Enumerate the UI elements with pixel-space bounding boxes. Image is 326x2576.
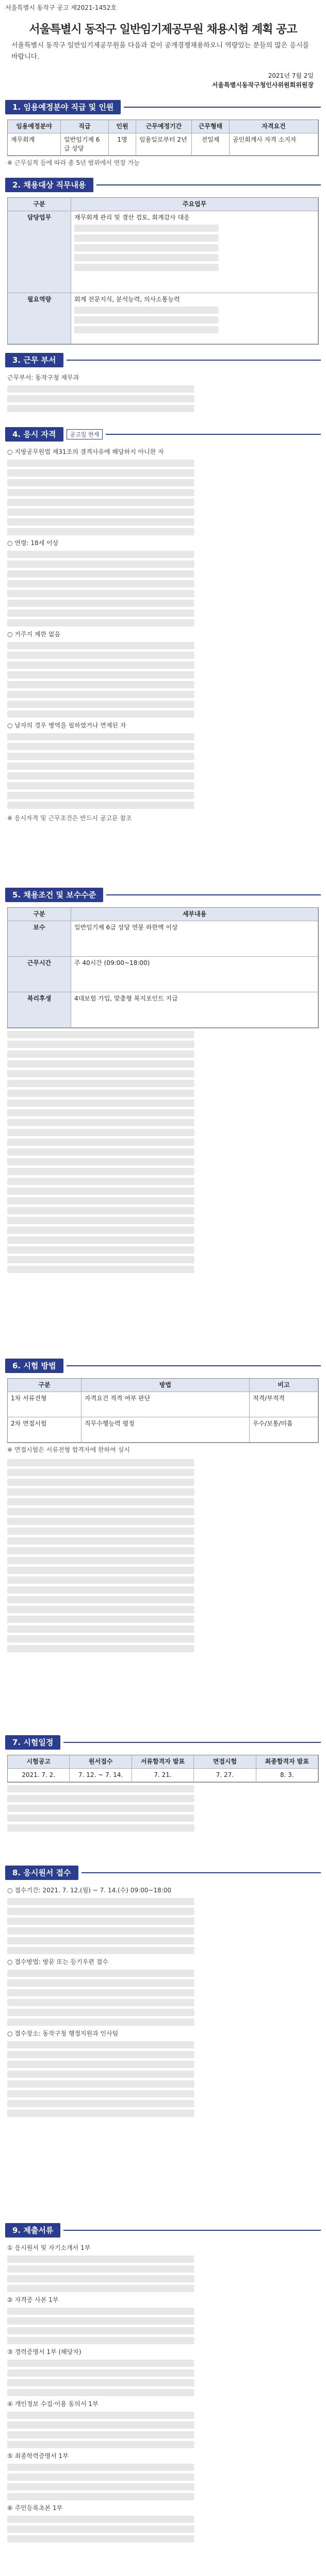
table-header-cell: 근무예정기간 [136, 120, 192, 133]
section-4-header [5, 426, 321, 443]
section-6-body [7, 1378, 319, 1727]
announcement-number: 서울특별시 동작구 공고 제2021-1452호 [5, 4, 117, 11]
list-item: ○ 접수기간: 2021. 7. 12.(월) ~ 7. 14.(수) 09:00~18:00 [7, 1887, 172, 1894]
text-line [7, 2464, 319, 2471]
text-line [7, 1498, 319, 1505]
section-4-title: 4. 응시 자격 [5, 427, 63, 442]
text-line [7, 509, 319, 516]
text-line [7, 1999, 319, 2006]
text-line [7, 1567, 319, 1574]
text-line [7, 609, 319, 617]
text-line [74, 225, 315, 232]
text-line [7, 1119, 319, 1126]
list-item: ○ 지방공무원법 제31조의 결격사유에 해당하지 아니한 자 [7, 448, 164, 455]
text-line [7, 1908, 319, 1915]
table-header-cell: 서류합격자 발표 [132, 1755, 194, 1769]
duty-text: 재무회계 관리 및 결산 검토, 회계감사 대응 [74, 214, 190, 221]
text-line [7, 518, 319, 526]
section-7-header [5, 1734, 321, 1751]
section-1-title: 1. 임용예정분야 직급 및 인원 [5, 100, 121, 114]
text-line [7, 479, 319, 486]
text-line [7, 681, 319, 688]
text-line [7, 1645, 319, 1652]
text-line [7, 782, 319, 789]
text-line [7, 802, 319, 809]
table-row [8, 921, 318, 957]
table-cell: 4대보험 가입, 맞춤형 복지포인트 지급 [71, 992, 318, 1028]
text-line [7, 469, 319, 477]
text-line [7, 590, 319, 597]
text-line [7, 460, 319, 467]
text-line [7, 2369, 319, 2377]
list-item: ○ 접수장소: 동작구청 행정지원과 인사팀 [7, 2030, 119, 2037]
page-title: 서울특별시 동작구 일반임기제공무원 채용시험 계획 공고 [29, 23, 297, 36]
text-line [7, 1557, 319, 1564]
section-divider [63, 1742, 321, 1743]
text-line [7, 2421, 319, 2429]
text-line [7, 792, 319, 799]
text-line [7, 772, 319, 779]
table-cell: 7. 27. [194, 1769, 256, 1782]
conditions-detail [7, 1031, 319, 1350]
section-divider [106, 434, 321, 435]
table-header-cell: 원서접수 [70, 1755, 132, 1769]
text-line [74, 316, 315, 324]
text-line [7, 1158, 319, 1165]
text-line [7, 1256, 319, 1263]
text-line [7, 600, 319, 607]
table-cell: 직무수행능력 평정 [82, 1417, 250, 1443]
text-line [7, 1635, 319, 1642]
list-item: ⑤ 최종학력증명서 1부 [7, 2452, 69, 2460]
text-line [7, 1109, 319, 1116]
table-row [8, 992, 318, 1028]
text-line [7, 1469, 319, 1476]
text-line [7, 652, 319, 659]
text-line [7, 2412, 319, 2419]
text-line [7, 1815, 319, 1822]
text-line [7, 1099, 319, 1107]
list-item-text: 지방공무원법 제31조의 결격사유에 해당하지 아니한 자 [14, 448, 164, 455]
text-line [7, 2431, 319, 2438]
reference-date-tag: 공고일 현재 [67, 429, 103, 439]
table-header-row [8, 120, 318, 133]
text-line [74, 264, 315, 271]
table-cell: 주 40시간 (09:00~18:00) [71, 957, 318, 992]
section-divider [96, 184, 321, 185]
text-line [7, 1577, 319, 1584]
text-line [7, 762, 319, 770]
list-item-text: 연령: 18세 이상 [14, 539, 59, 547]
text-line [7, 1070, 319, 1077]
section-divider [67, 1365, 321, 1366]
text-line [7, 1060, 319, 1067]
table-header-cell: 비고 [250, 1379, 318, 1392]
text-line [7, 1168, 319, 1175]
list-item: ② 자격증 사본 1부 [7, 2296, 59, 2303]
text-line [7, 528, 319, 535]
text-line [7, 710, 319, 718]
table-header-cell: 근무형태 [192, 120, 230, 133]
section-4-body [7, 447, 319, 879]
text-line [7, 2441, 319, 2448]
table-cell: 자격요건 적격 여부 판단 [82, 1392, 250, 1417]
list-item-text: 남자의 경우 병역을 필하였거나 면제된 자 [14, 722, 126, 729]
section-2-header [5, 177, 321, 193]
text-line [74, 307, 315, 314]
text-line [7, 1918, 319, 1925]
list-item-text: 거주지 제한 없음 [14, 631, 61, 638]
text-line [7, 2360, 319, 2367]
list-item-text: 자격증 사본 1부 [14, 2296, 59, 2303]
text-line [7, 2256, 319, 2263]
list-item: ○ 접수방법: 방문 또는 등기우편 접수 [7, 1958, 108, 1965]
text-line [7, 1050, 319, 1058]
section-7-body [7, 1755, 319, 1857]
table-cell: 1명 [109, 133, 136, 156]
text-line [7, 743, 319, 750]
text-line [7, 2110, 319, 2117]
table-header-cell: 면접시험 [194, 1755, 256, 1769]
text-line [7, 1805, 319, 1812]
table-cell: 공인회계사 자격 소지자 [230, 133, 318, 156]
note-text: ※ 근무실적 등에 따라 총 5년 범위에서 연장 가능 [7, 159, 140, 166]
table-cell: 1차 서류전형 [8, 1392, 82, 1417]
text-line [7, 2100, 319, 2107]
text-line [7, 1197, 319, 1205]
date-block [0, 71, 326, 92]
text-line [7, 2051, 319, 2058]
section-divider [82, 1872, 321, 1873]
table-cell: 7. 12. ~ 7. 14. [70, 1769, 132, 1782]
table-cell: 근무시간 [8, 957, 71, 992]
section-9-body [7, 2243, 319, 2576]
section-9-header [5, 2222, 321, 2239]
table-cell: 8. 3. [256, 1769, 318, 1782]
text-line [7, 2526, 319, 2533]
text-line [7, 642, 319, 649]
text-line [7, 1090, 319, 1097]
section-6-header [5, 1358, 321, 1374]
table-header-row [8, 908, 318, 921]
text-line [7, 1547, 319, 1554]
text-line [7, 1139, 319, 1146]
text-line [7, 2308, 319, 2315]
text-line [7, 1625, 319, 1633]
text-line [7, 2516, 319, 2523]
list-item-text: 접수방법: 방문 또는 등기우편 접수 [14, 1958, 108, 1965]
text-line [7, 580, 319, 587]
table-cell: 일반임기제 6급 상당 연봉 하한액 이상 [71, 921, 318, 957]
text-line [7, 1518, 319, 1525]
list-item: ③ 경력증명서 1부 (해당자) [7, 2348, 82, 2355]
section-5-body [7, 907, 319, 1350]
table-header-cell: 직급 [61, 120, 109, 133]
table-cell [71, 211, 318, 293]
text-line [7, 2285, 319, 2292]
table-header-cell: 구분 [8, 198, 71, 211]
table-header-row [8, 1379, 318, 1392]
table-header-cell: 최종합격자 발표 [256, 1755, 318, 1769]
table-header-cell: 시험공고 [8, 1755, 70, 1769]
table-header-cell: 인원 [109, 120, 136, 133]
table-header-cell: 자격요건 [230, 120, 318, 133]
text-line [7, 1246, 319, 1253]
list-item: ○ 거주지 제한 없음 [7, 631, 61, 638]
text-line [7, 2071, 319, 2078]
text-line [74, 244, 315, 251]
text-line [7, 1227, 319, 1234]
table-cell: 7. 21. [132, 1769, 194, 1782]
text-line [7, 2483, 319, 2490]
text-line [7, 701, 319, 708]
text-line [7, 570, 319, 578]
list-item: ① 응시원서 및 자기소개서 1부 [7, 2244, 91, 2251]
table-cell: 재무회계 [8, 133, 61, 156]
section-8-body [7, 1885, 319, 2215]
text-line [7, 2009, 319, 2016]
text-line [7, 1937, 319, 1944]
text-line [7, 1586, 319, 1594]
text-line [7, 2317, 319, 2325]
text-line [74, 326, 315, 333]
text-line [7, 1041, 319, 1048]
table-header-cell: 주요업무 [71, 198, 318, 211]
table-cell: 전일제 [192, 133, 230, 156]
text-line [7, 1606, 319, 1613]
text-line [7, 2493, 319, 2500]
section-5-title: 5. 채용조건 및 보수수준 [5, 888, 103, 902]
text-line [7, 1989, 319, 1996]
section-divider [106, 894, 321, 895]
section-3-body [7, 372, 319, 419]
text-line [7, 662, 319, 669]
section-8-header [5, 1865, 321, 1881]
text-line [7, 1129, 319, 1136]
text-line [7, 395, 319, 402]
text-line [7, 2389, 319, 2396]
text-line [7, 1236, 319, 1244]
text-line [7, 1824, 319, 1832]
duty-table [7, 197, 319, 345]
table-cell: 2021. 7. 2. [8, 1769, 70, 1782]
schedule-detail [7, 1785, 319, 1857]
text-line [7, 1188, 319, 1195]
section-divider [63, 2230, 321, 2231]
text-line [7, 1266, 319, 1273]
list-item-text: 최종학력증명서 1부 [14, 2452, 69, 2460]
text-line [7, 1898, 319, 1905]
table-cell: 우수/보통/미흡 [250, 1417, 318, 1443]
note-text: ※ 응시자격 및 근무조건은 반드시 공고문 참조 [7, 815, 132, 822]
text-line [7, 405, 319, 412]
text-line [7, 551, 319, 558]
table-cell: 복리후생 [8, 992, 71, 1028]
table-header-cell: 구분 [8, 1379, 82, 1392]
text-line [7, 1080, 319, 1087]
table-row [8, 211, 318, 293]
table-row [8, 293, 318, 344]
text-line [7, 561, 319, 568]
text-line [7, 1479, 319, 1486]
table-header-cell: 임용예정분야 [8, 120, 61, 133]
conditions-table [7, 907, 319, 1028]
text-line [7, 2019, 319, 2026]
text-line [7, 1616, 319, 1623]
text-line [7, 2090, 319, 2097]
table-row [8, 1392, 318, 1417]
section-9-title: 9. 제출서류 [5, 2223, 60, 2238]
section-1-body [7, 120, 319, 170]
section-3-title: 3. 근무 부서 [5, 353, 63, 367]
text-line [7, 489, 319, 496]
text-line [7, 2080, 319, 2088]
text-line [7, 1148, 319, 1156]
section-8-title: 8. 응시원서 접수 [5, 1866, 78, 1880]
table-header-cell: 구분 [8, 908, 71, 921]
text-line [7, 691, 319, 698]
text-line [7, 2379, 319, 2386]
section-7-title: 7. 시험일정 [5, 1735, 60, 1750]
text-line [7, 385, 319, 393]
department-text: 근무부서: 동작구청 재무과 [7, 374, 79, 381]
section-6-title: 6. 시험 방법 [5, 1359, 63, 1373]
text-line [7, 2535, 319, 2543]
table-header-cell: 방법 [82, 1379, 250, 1392]
text-line [7, 2061, 319, 2068]
text-line [7, 2337, 319, 2344]
list-item-text: 접수장소: 동작구청 행정지원과 인사팀 [14, 2030, 119, 2037]
text-line [7, 733, 319, 740]
text-line [7, 499, 319, 506]
table-cell [71, 293, 318, 344]
text-line [7, 2265, 319, 2273]
text-line [7, 1178, 319, 1185]
section-divider [67, 360, 321, 361]
list-item-text: 접수기간: 2021. 7. 12.(월) ~ 7. 14.(수) 09:00~18:00 [14, 1887, 172, 1894]
announce-date: 2021년 7월 2일 [268, 72, 314, 79]
table-row [8, 957, 318, 992]
exam-detail [7, 1459, 319, 1727]
position-table [7, 120, 319, 156]
text-line [7, 671, 319, 679]
table-row [8, 133, 318, 156]
list-item: ⑥ 주민등록초본 1부 [7, 2504, 63, 2512]
list-item-text: 경력증명서 1부 (해당자) [14, 2348, 82, 2355]
table-cell: 보수 [8, 921, 71, 957]
section-1-header [5, 99, 321, 115]
table-cell: 임용일로부터 2년 [136, 133, 192, 156]
text-line [7, 1537, 319, 1545]
text-line [7, 753, 319, 760]
section-3-header [5, 352, 321, 368]
text-line [7, 1979, 319, 1987]
list-item-text: 주민등록초본 1부 [14, 2504, 63, 2512]
issuing-org: 서울특별시동작구청인사위원회위원장 [211, 81, 314, 89]
text-line [7, 1488, 319, 1496]
text-line [7, 1031, 319, 1038]
table-cell: 담당업무 [8, 211, 71, 293]
text-line [7, 619, 319, 626]
text-line [7, 1508, 319, 1515]
table-row [8, 1769, 318, 1782]
text-line [7, 1528, 319, 1535]
text-line [7, 1795, 319, 1802]
text-line [7, 1217, 319, 1224]
text-line [7, 1970, 319, 1977]
text-line [7, 1207, 319, 1214]
section-divider [124, 107, 321, 108]
list-item: ④ 개인정보 수집·이용 동의서 1부 [7, 2400, 99, 2408]
table-header-cell: 세부내용 [71, 908, 318, 921]
text-line [7, 2473, 319, 2481]
text-line [7, 1947, 319, 1954]
intro-text: 서울특별시 동작구 일반임기제공무원을 다음과 같이 공개경쟁채용하오니 역량있는 분들의 많은 응시를 바랍니다. [11, 42, 309, 61]
text-line [7, 1596, 319, 1603]
text-line [7, 2041, 319, 2048]
text-line [7, 1785, 319, 1792]
table-row [8, 1417, 318, 1443]
note-text: ※ 면접시험은 서류전형 합격자에 한하여 실시 [7, 1446, 130, 1453]
schedule-table [7, 1755, 319, 1783]
duty-text: 회계 전문지식, 분석능력, 의사소통능력 [74, 296, 180, 303]
list-item-text: 개인정보 수집·이용 동의서 1부 [14, 2400, 99, 2408]
section-5-header [5, 887, 321, 903]
text-line [7, 2327, 319, 2334]
list-item: ○ 남자의 경우 병역을 필하였거나 면제된 자 [7, 722, 126, 729]
list-item-text: 응시원서 및 자기소개서 1부 [14, 2244, 91, 2251]
text-line [7, 2275, 319, 2282]
exam-method-table [7, 1378, 319, 1443]
table-header-row [8, 1755, 318, 1769]
text-line [7, 1927, 319, 1935]
table-cell: 2차 면접시험 [8, 1417, 82, 1443]
section-2-title: 2. 채용대상 직무내용 [5, 178, 93, 192]
table-header-row [8, 198, 318, 211]
text-line [74, 254, 315, 261]
text-line [74, 234, 315, 242]
table-cell: 일반임기제 6급 상당 [61, 133, 109, 156]
section-2-body [7, 197, 319, 345]
text-line [7, 1459, 319, 1466]
table-cell: 필요역량 [8, 293, 71, 344]
list-item: ○ 연령: 18세 이상 [7, 539, 59, 547]
table-cell: 적격/부적격 [250, 1392, 318, 1417]
